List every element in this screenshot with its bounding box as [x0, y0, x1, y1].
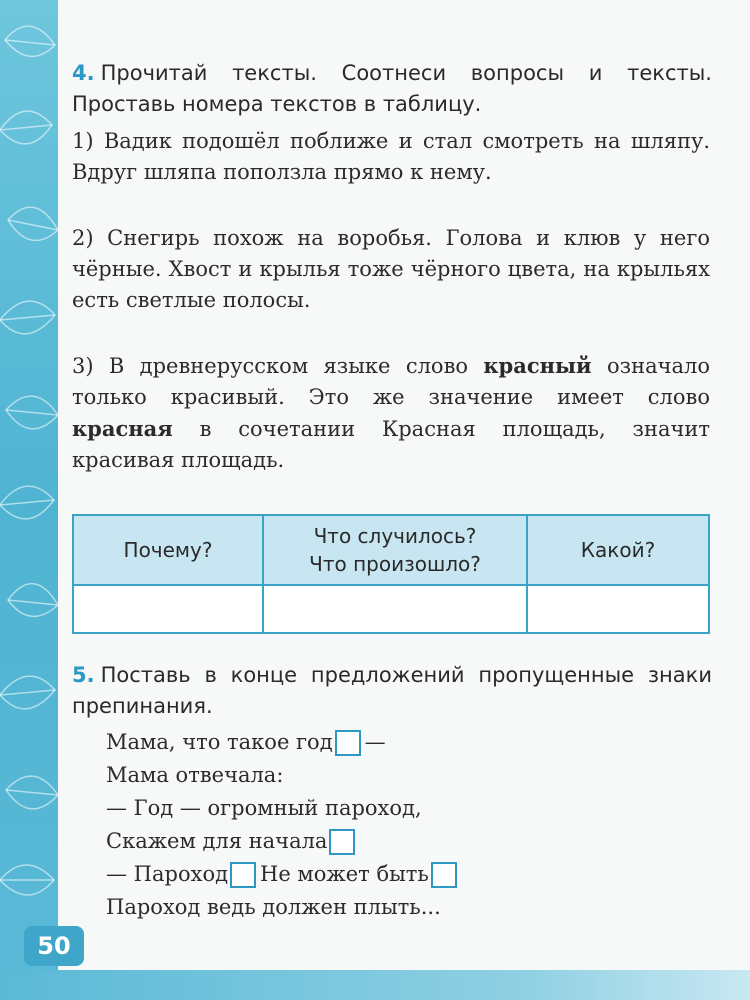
poem-line-1-dash: —: [364, 730, 386, 754]
header-pochemu: Почему?: [73, 515, 263, 585]
punctuation-box-2[interactable]: [329, 829, 355, 855]
poem-line-3-text: — Год — огромный пароход,: [106, 796, 422, 820]
poem-line-2: [106, 759, 706, 792]
header-chto-sluchilos: [263, 515, 527, 585]
punctuation-box-4[interactable]: [431, 862, 457, 888]
leaf-pattern-icon: [0, 0, 58, 1000]
header-chto-sluchilos-line1: Что случилось?: [313, 524, 477, 548]
task-5-number: 5.: [72, 663, 95, 687]
poem-line-5-text-a: — Пароход: [106, 862, 229, 886]
text-3-part-2: означало только красивый. Это же значение имеет слово: [72, 354, 710, 409]
poem: [106, 726, 706, 924]
poem-line-5: [106, 858, 706, 891]
poem-line-1-text: Мама, что такое год: [106, 730, 333, 754]
poem-line-1: [106, 726, 706, 759]
answer-cell-3[interactable]: [527, 585, 709, 633]
text-1: 1) Вадик подошёл поближе и стал смотреть на шляпу. Вдруг шляпа поползла прямо к нему.: [72, 129, 710, 184]
bottom-decorative-strip: [0, 970, 750, 1000]
task-4-number: 4.: [72, 61, 95, 85]
text-2: 2) Снегирь похож на воробья. Голова и клюв у него чёрные. Хвост и крылья тоже чёрного цвета, на крыльях есть светлые полосы.: [72, 226, 710, 312]
punctuation-box-1[interactable]: [335, 730, 361, 756]
decorative-leaf-border: [0, 0, 58, 1000]
header-kakoi: Какой?: [527, 515, 709, 585]
keyword-krasnaya: красная: [72, 416, 173, 441]
task-5-instruction-text: Поставь в конце предложений пропущенные знаки препинания.: [72, 663, 712, 718]
text-3: [72, 350, 710, 476]
poem-line-2-text: Мама отвечала:: [106, 763, 284, 787]
answer-table-row: [73, 585, 709, 633]
page-number: 50: [24, 926, 84, 966]
poem-line-4-text: Скажем для начала: [106, 829, 328, 853]
header-chto-sluchilos-line2: Что произошло?: [309, 552, 481, 576]
task-4-instruction-text: Прочитай тексты. Соотнеси вопросы и тексты. Проставь номера текстов в таблицу.: [72, 61, 712, 116]
answer-table: [72, 514, 710, 634]
answer-cell-2[interactable]: [263, 585, 527, 633]
poem-line-5-text-b: Не может быть: [260, 862, 429, 886]
poem-line-4: [106, 825, 706, 858]
poem-line-3: [106, 792, 706, 825]
text-3-part-3: в сочетании Красная площадь, значит красивая площадь.: [72, 417, 710, 472]
punctuation-box-3[interactable]: [230, 862, 256, 888]
keyword-krasnyi: красный: [483, 353, 592, 378]
poem-line-6-text: Пароход ведь должен плыть...: [106, 895, 441, 919]
task-5-instruction: [72, 660, 712, 722]
text-3-part-1: 3) В древнерусском языке слово: [72, 354, 484, 378]
poem-line-6: [106, 891, 706, 924]
answer-table-header: [73, 515, 709, 585]
answer-cell-1[interactable]: [73, 585, 263, 633]
task-4-instruction: [72, 58, 712, 120]
